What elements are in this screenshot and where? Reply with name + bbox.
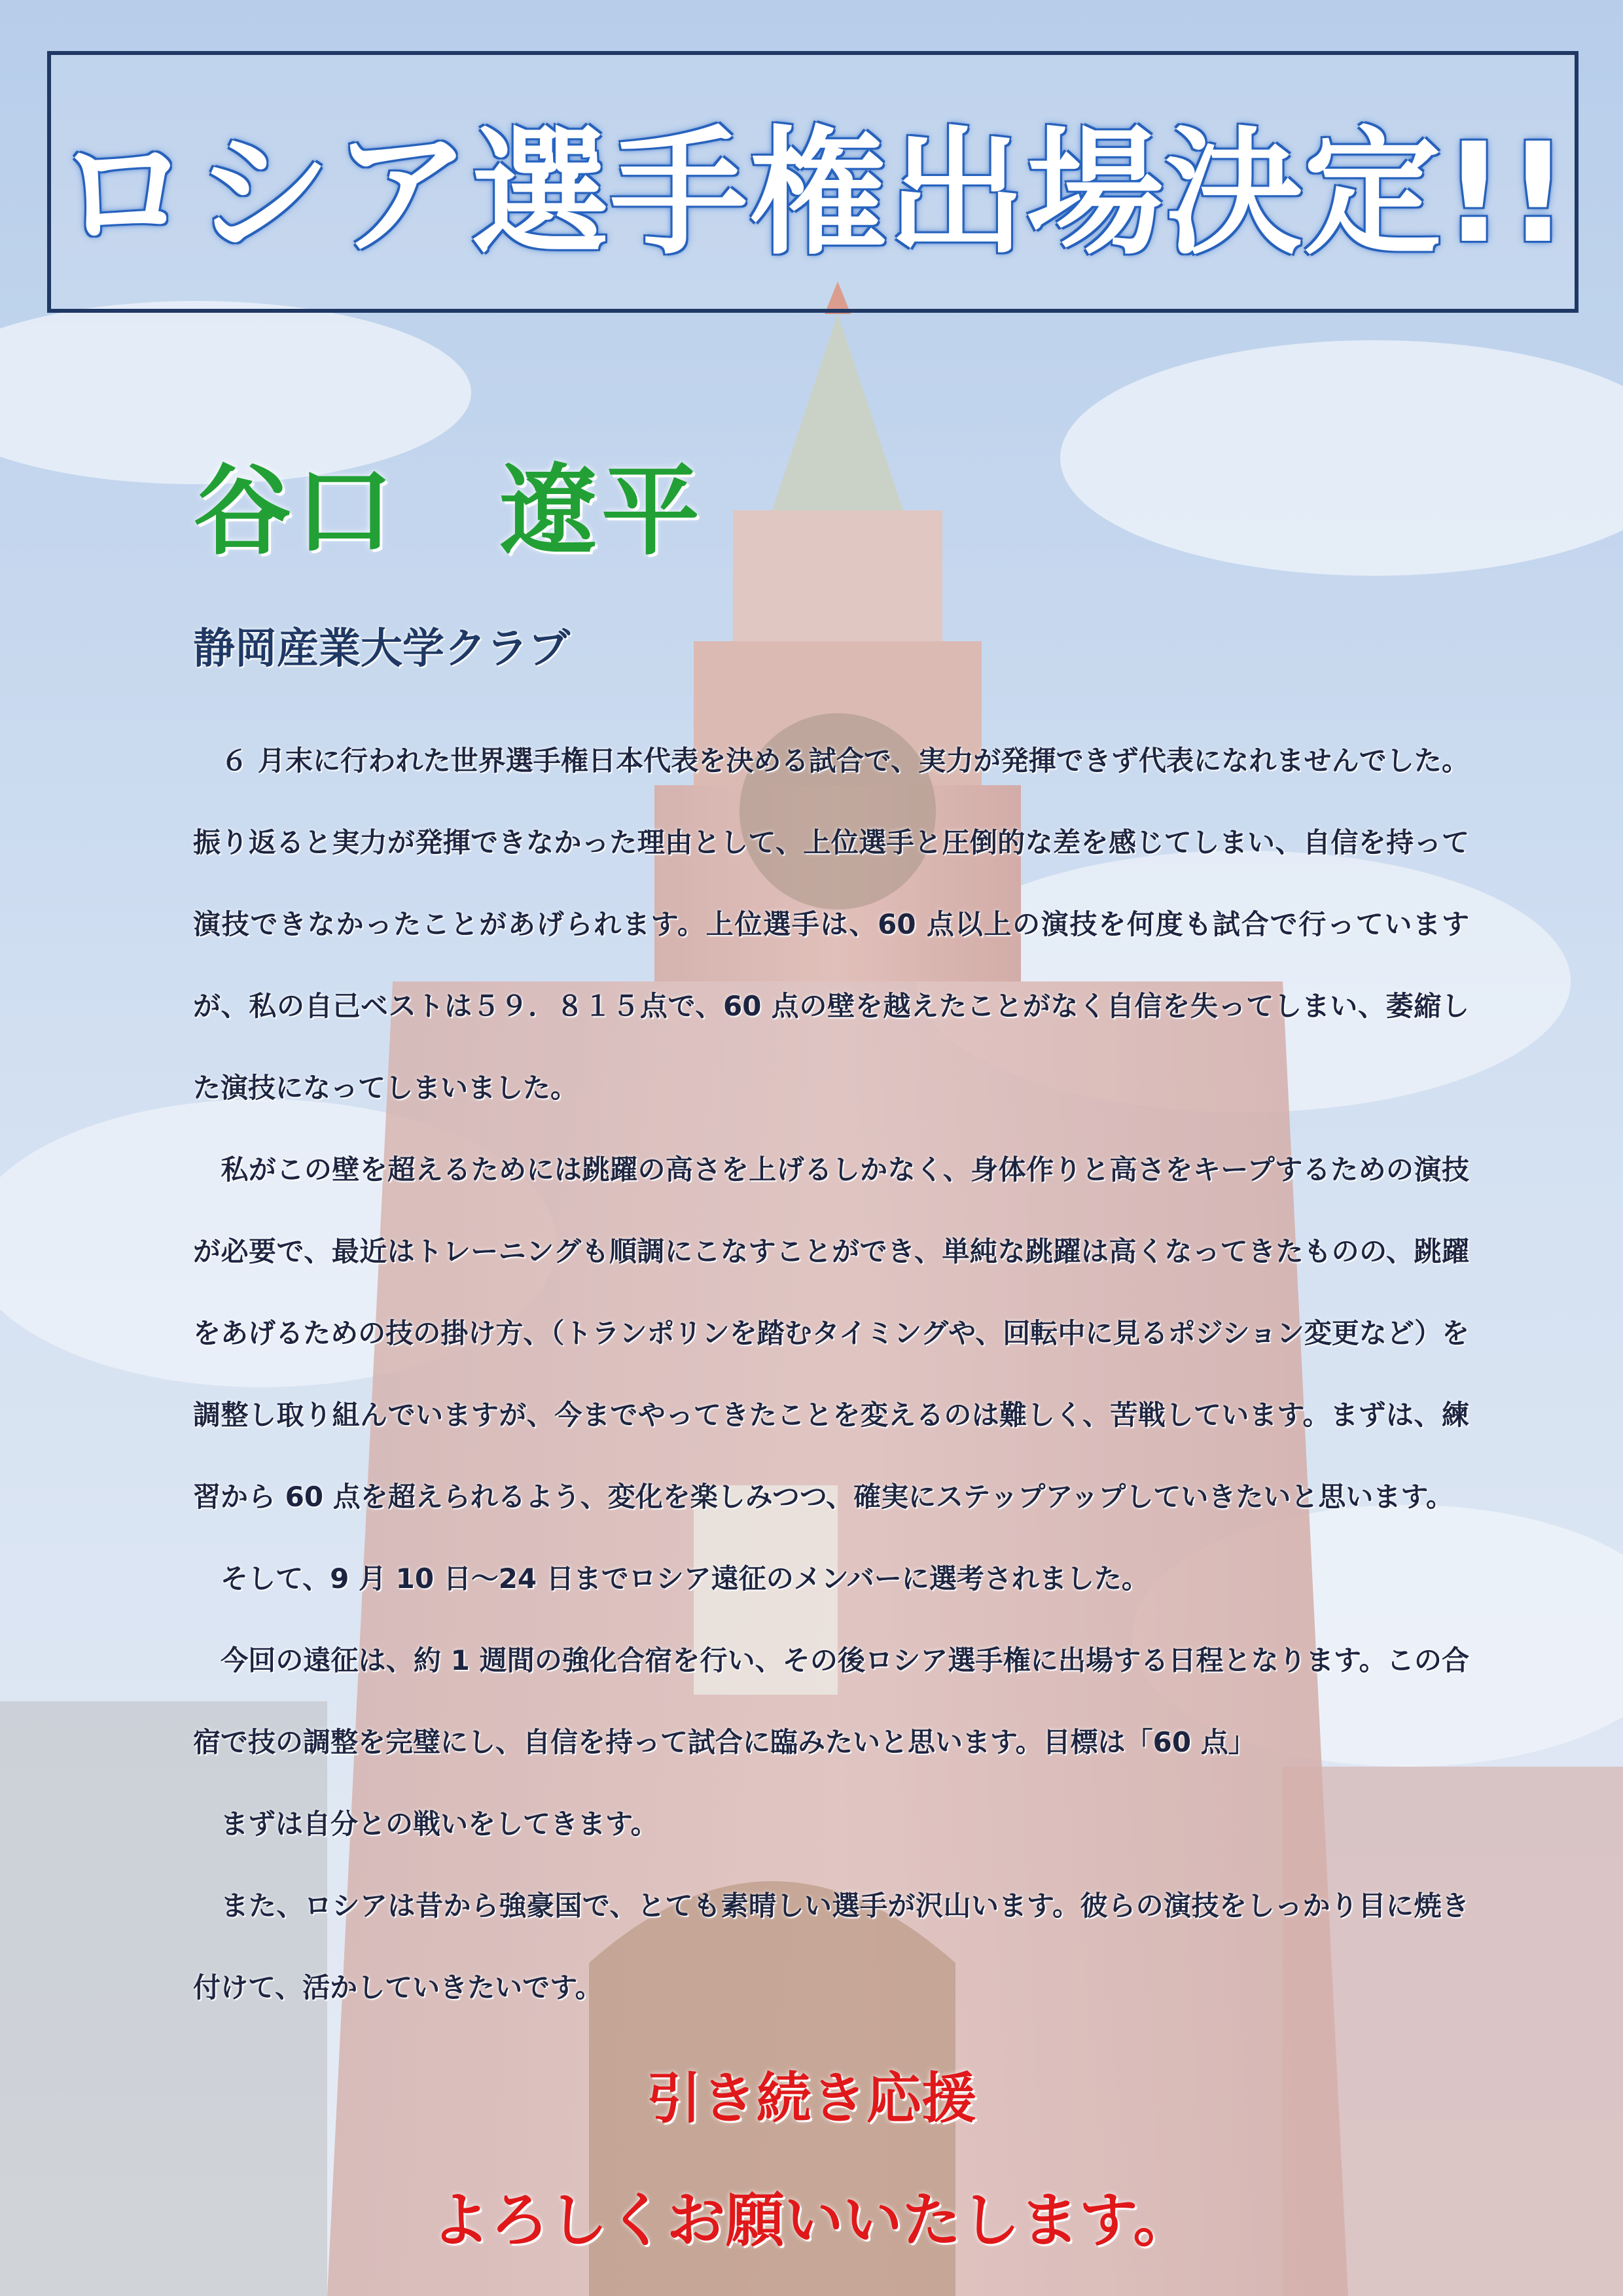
closing-line-2: よろしくお願いいたします。 <box>431 2186 1192 2255</box>
paragraph: そして、9 月 10 日～24 日までロシア遠征のメンバーに選考されました。 <box>193 1563 1149 1595</box>
paragraph: また、ロシアは昔から強豪国で、とても素晴しい選手が沢山います。彼らの演技をしっかり目に焼き付けて、活かしていきたいです。 <box>193 1890 1469 2004</box>
article-body <box>193 720 1469 2028</box>
paragraph: ６ 月末に行われた世界選手権日本代表を決める試合で、実力が発揮できず代表になれませんでした。振り返ると実力が発揮できなかった理由として、上位選手と圧倒的な差を感じてしまい、自信を持って演技できなかったことがあげられます。上位選手は、60 点以上の演技を何度も試合で行っていますが、私の自己ベストは５９．８１５点で、60 点の壁を越えたことがなく自信を失ってしまい、萎縮した演技になってしまいました。 <box>193 745 1469 1104</box>
athlete-name: 谷口 遼平 <box>193 455 704 569</box>
closing-line-1: 引き続き応援 <box>646 2066 976 2130</box>
paragraph: 今回の遠征は、約 1 週間の強化合宿を行い、その後ロシア選手権に出場する日程となります。この合宿で技の調整を完璧にし、自信を持って試合に臨みたいと思います。目標は「60 点」 <box>193 1644 1469 1758</box>
paragraph: 私がこの壁を超えるためには跳躍の高さを上げるしかなく、身体作りと高さをキープするための演技が必要で、最近はトレーニングも順調にこなすことができ、単純な跳躍は高くなってきたものの、跳躍をあげるための技の掛け方、（トランポリンを踏むタイミングや、回転中に見るポジション変更など）を調整し取り組んでいますが、今までやってきたことを変えるのは難しく、苦戦しています。まずは、練習から 60 点を超えられるよう、変化を楽しみつつ、確実にステップアップしていきたいと思います。 <box>193 1154 1469 1513</box>
athlete-club: 静岡産業大学クラブ <box>193 625 570 673</box>
title-banner <box>47 51 1578 313</box>
page-title: ロシア選手権出場決定!! <box>55 113 1571 274</box>
paragraph: まずは自分との戦いをしてきます。 <box>193 1808 658 1840</box>
